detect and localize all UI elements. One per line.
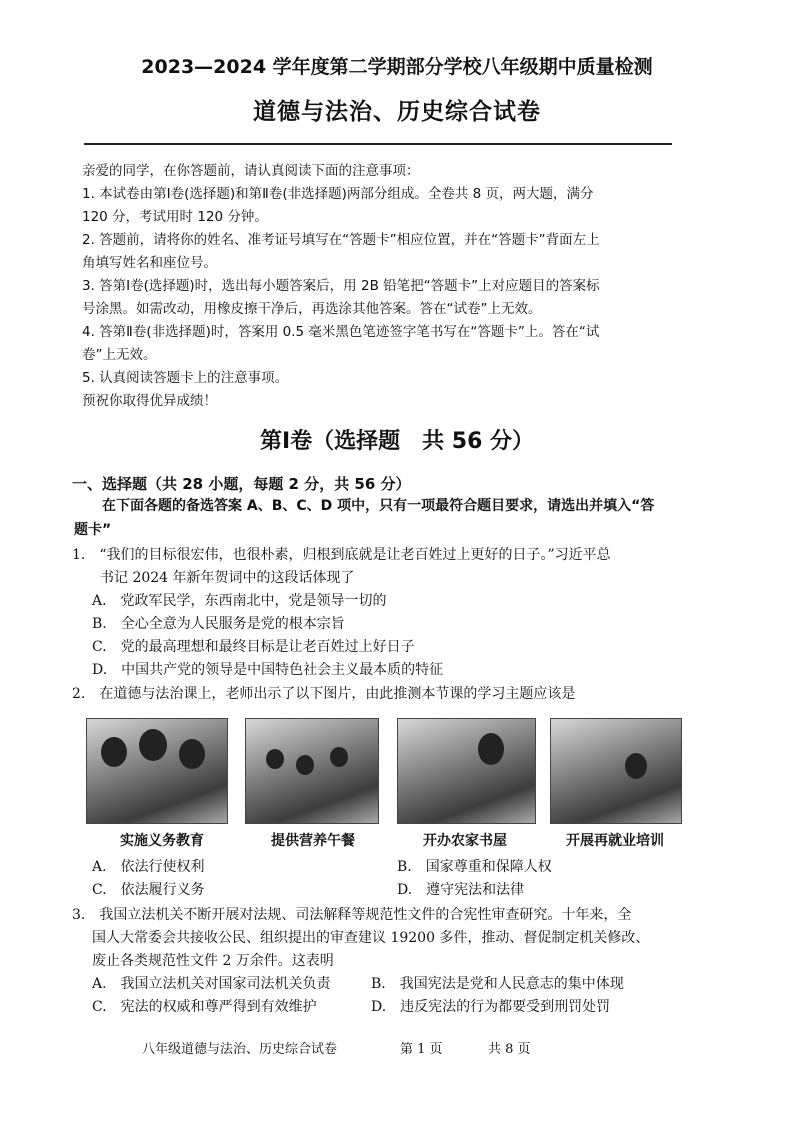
notice-line: 角填写姓名和座位号。 xyxy=(82,255,217,271)
section-title: 第Ⅰ卷（选择题 共 56 分） xyxy=(259,429,535,454)
option-b: B. 我国宪法是党和人民意志的集中体现 xyxy=(371,976,624,992)
option-b: B. 全心全意为人民服务是党的根本宗旨 xyxy=(92,616,345,632)
notice-line: 卷”上无效。 xyxy=(82,347,157,363)
notice-intro: 亲爱的同学，在你答题前，请认真阅读下面的注意事项： xyxy=(82,163,420,179)
notice-line: 4. 答第Ⅱ卷(非选择题)时，答案用 0.5 毫米黑色笔迹签字笔书写在“答题卡”上。答在“试 xyxy=(82,324,600,340)
option-c: C. 依法履行义务 xyxy=(92,882,205,898)
option-a: A. 党政军民学，东西南北中，党是领导一切的 xyxy=(92,593,387,609)
option-c: C. 党的最高理想和最终目标是让老百姓过上好日子 xyxy=(92,639,415,655)
photo-caption: 提供营养午餐 xyxy=(271,833,355,849)
photo-reemployment-training xyxy=(550,718,682,824)
option-c: C. 宪法的权威和尊严得到有效维护 xyxy=(92,999,317,1015)
section-instruction-cont: 题卡” xyxy=(74,522,112,538)
question-stem: 3. 我国立法机关不断开展对法规、司法解释等规范性文件的合宪性审查研究。十年来，全 xyxy=(72,907,632,923)
option-d: D. 违反宪法的行为都要受到刑罚处罚 xyxy=(371,999,611,1015)
notice-line: 5. 认真阅读答题卡上的注意事项。 xyxy=(82,370,289,386)
notice-line: 120 分，考试用时 120 分钟。 xyxy=(82,209,268,225)
question-stem-cont: 废止各类规范性文件 2 万余件。这表明 xyxy=(92,953,334,969)
option-a: A. 我国立法机关对国家司法机关负责 xyxy=(92,976,331,992)
footer-title: 八年级道德与法治、历史综合试卷 xyxy=(142,1042,338,1057)
photo-caption: 开展再就业培训 xyxy=(566,833,664,849)
notice-line: 3. 答第Ⅰ卷(选择题)时，选出每小题答案后，用 2B 铅笔把“答题卡”上对应题目的答案标 xyxy=(82,278,600,294)
option-d: D. 遵守宪法和法律 xyxy=(397,882,525,898)
option-d: D. 中国共产党的领导是中国特色社会主义最本质的特征 xyxy=(92,662,444,678)
title-divider xyxy=(84,143,672,145)
section-heading: 一、选择题（共 28 小题，每题 2 分，共 56 分） xyxy=(72,475,411,493)
option-b: B. 国家尊重和保障人权 xyxy=(397,859,552,875)
photo-caption: 实施义务教育 xyxy=(120,833,204,849)
exam-title: 2023—2024 学年度第二学期部分学校八年级期中质量检测 xyxy=(141,56,653,78)
photo-rural-library xyxy=(397,718,536,824)
photo-compulsory-education xyxy=(86,718,228,824)
notice-line: 2. 答题前，请将你的姓名、准考证号填写在“答题卡”相应位置，并在“答题卡”背面左上 xyxy=(82,232,600,248)
question-stem-cont: 国人大常委会共接收公民、组织提出的审查建议 19200 多件，推动、督促制定机关修改、 xyxy=(92,930,650,946)
notice-line: 1. 本试卷由第Ⅰ卷(选择题)和第Ⅱ卷(非选择题)两部分组成。全卷共 8 页，两大题，满分 xyxy=(82,186,594,202)
question-stem: 1. “我们的目标很宏伟，也很朴素，归根到底就是让老百姓过上更好的日子。”习近平总 xyxy=(72,547,611,563)
question-stem-cont: 书记 2024 年新年贺词中的这段话体现了 xyxy=(100,570,355,586)
photo-nutritious-lunch xyxy=(245,718,379,824)
footer-total-pages: 共 8 页 xyxy=(488,1042,531,1057)
question-stem: 2. 在道德与法治课上，老师出示了以下图片，由此推测本节课的学习主题应该是 xyxy=(72,686,576,702)
notice-line: 预祝你取得优异成绩！ xyxy=(82,393,217,409)
section-instruction: 在下面各题的备选答案 A、B、C、D 项中，只有一项最符合题目要求，请选出并填入“答 xyxy=(102,498,655,514)
notice-line: 号涂黑。如需改动，用橡皮擦干净后，再选涂其他答案。答在“试卷”上无效。 xyxy=(82,301,542,317)
option-a: A. 依法行使权利 xyxy=(92,859,205,875)
exam-subtitle: 道德与法治、历史综合试卷 xyxy=(253,99,541,125)
photo-caption: 开办农家书屋 xyxy=(423,833,507,849)
footer-page-number: 第 1 页 xyxy=(400,1042,443,1057)
